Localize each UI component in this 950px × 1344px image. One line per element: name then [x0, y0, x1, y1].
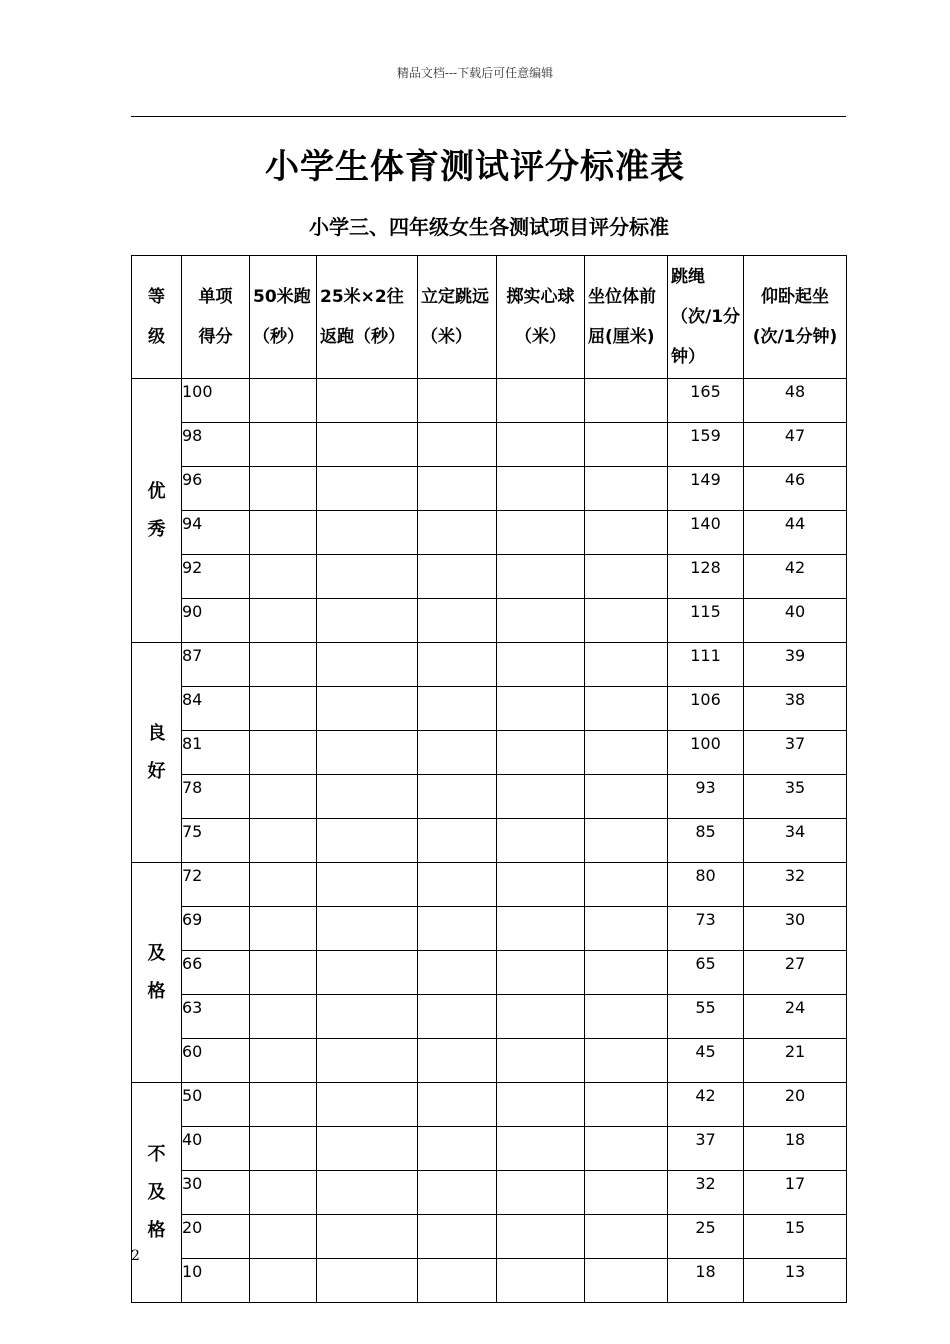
sit-reach-cell — [585, 1259, 668, 1303]
long-jump-cell — [418, 379, 497, 423]
ball-throw-cell — [497, 1127, 585, 1171]
table-row — [132, 511, 847, 555]
run50-cell — [250, 1215, 317, 1259]
rope-cell: 25 — [668, 1215, 744, 1259]
shuttle-cell — [317, 379, 418, 423]
run50-cell — [250, 687, 317, 731]
shuttle-cell — [317, 775, 418, 819]
col-header-score: 单项得分 — [182, 256, 250, 379]
long-jump-cell — [418, 1039, 497, 1083]
sit-reach-cell — [585, 1171, 668, 1215]
document-title: 小学生体育测试评分标准表 — [265, 147, 685, 187]
grade-label — [132, 1083, 182, 1303]
ball-throw-cell — [497, 555, 585, 599]
score-cell: 69 — [182, 907, 250, 951]
situp-cell: 38 — [744, 687, 847, 731]
table-row — [132, 423, 847, 467]
score-cell: 87 — [182, 643, 250, 687]
ball-throw-cell — [497, 599, 585, 643]
run50-cell — [250, 1039, 317, 1083]
run50-cell — [250, 555, 317, 599]
ball-throw-cell — [497, 687, 585, 731]
shuttle-cell — [317, 423, 418, 467]
table-row — [132, 995, 847, 1039]
sit-reach-cell — [585, 511, 668, 555]
score-cell: 60 — [182, 1039, 250, 1083]
rope-cell: 165 — [668, 379, 744, 423]
long-jump-cell — [418, 863, 497, 907]
ball-throw-cell — [497, 775, 585, 819]
long-jump-cell — [418, 423, 497, 467]
rope-cell: 115 — [668, 599, 744, 643]
situp-cell: 18 — [744, 1127, 847, 1171]
situp-cell: 47 — [744, 423, 847, 467]
ball-throw-cell — [497, 467, 585, 511]
run50-cell — [250, 423, 317, 467]
table-row — [132, 643, 847, 687]
ball-throw-cell — [497, 1039, 585, 1083]
shuttle-cell — [317, 907, 418, 951]
rope-cell: 55 — [668, 995, 744, 1039]
run50-cell — [250, 379, 317, 423]
shuttle-cell — [317, 863, 418, 907]
header-note: 精品文档---下载后可任意编辑 — [396, 66, 554, 80]
table-row — [132, 907, 847, 951]
sit-reach-cell — [585, 643, 668, 687]
shuttle-cell — [317, 599, 418, 643]
col-header-situp: 仰卧起坐(次/1分钟) — [744, 256, 847, 379]
table-row — [132, 599, 847, 643]
situp-cell: 42 — [744, 555, 847, 599]
table-row — [132, 379, 847, 423]
run50-cell — [250, 1259, 317, 1303]
shuttle-cell — [317, 1171, 418, 1215]
grade-label — [132, 379, 182, 643]
shuttle-cell — [317, 731, 418, 775]
score-cell: 30 — [182, 1171, 250, 1215]
table-row — [132, 819, 847, 863]
ball-throw-cell — [497, 1171, 585, 1215]
score-cell: 92 — [182, 555, 250, 599]
long-jump-cell — [418, 555, 497, 599]
situp-cell: 13 — [744, 1259, 847, 1303]
shuttle-cell — [317, 1259, 418, 1303]
long-jump-cell — [418, 819, 497, 863]
ball-throw-cell — [497, 907, 585, 951]
situp-cell: 48 — [744, 379, 847, 423]
rope-cell: 111 — [668, 643, 744, 687]
long-jump-cell — [418, 599, 497, 643]
grade-text: 优秀 — [147, 480, 166, 540]
document-subtitle: 小学三、四年级女生各测试项目评分标准 — [309, 215, 669, 239]
sit-reach-cell — [585, 775, 668, 819]
score-cell: 94 — [182, 511, 250, 555]
shuttle-cell — [317, 995, 418, 1039]
run50-cell — [250, 951, 317, 995]
sit-reach-cell — [585, 1083, 668, 1127]
shuttle-cell — [317, 555, 418, 599]
rope-cell: 140 — [668, 511, 744, 555]
score-cell: 20 — [182, 1215, 250, 1259]
ball-throw-cell — [497, 819, 585, 863]
run50-cell — [250, 1171, 317, 1215]
page-number: 2 — [131, 1248, 140, 1264]
run50-cell — [250, 819, 317, 863]
run50-cell — [250, 599, 317, 643]
score-cell: 72 — [182, 863, 250, 907]
sit-reach-cell — [585, 951, 668, 995]
sit-reach-cell — [585, 1215, 668, 1259]
table-row — [132, 1039, 847, 1083]
ball-throw-cell — [497, 423, 585, 467]
score-cell: 66 — [182, 951, 250, 995]
situp-cell: 17 — [744, 1171, 847, 1215]
long-jump-cell — [418, 467, 497, 511]
table-row — [132, 1083, 847, 1127]
situp-cell: 24 — [744, 995, 847, 1039]
rope-cell: 80 — [668, 863, 744, 907]
run50-cell — [250, 467, 317, 511]
ball-throw-cell — [497, 951, 585, 995]
sit-reach-cell — [585, 907, 668, 951]
score-cell: 50 — [182, 1083, 250, 1127]
ball-throw-cell — [497, 1083, 585, 1127]
shuttle-cell — [317, 511, 418, 555]
run50-cell — [250, 995, 317, 1039]
rope-cell: 85 — [668, 819, 744, 863]
situp-cell: 39 — [744, 643, 847, 687]
table-row — [132, 1259, 847, 1303]
grade-label — [132, 863, 182, 1083]
rope-cell: 32 — [668, 1171, 744, 1215]
header-rule — [131, 116, 846, 117]
sit-reach-cell — [585, 995, 668, 1039]
rope-cell: 93 — [668, 775, 744, 819]
run50-cell — [250, 511, 317, 555]
situp-cell: 21 — [744, 1039, 847, 1083]
sit-reach-cell — [585, 1127, 668, 1171]
col-header-long-jump: 立定跳远（米） — [418, 256, 497, 379]
table-row — [132, 1127, 847, 1171]
shuttle-cell — [317, 1127, 418, 1171]
sit-reach-cell — [585, 731, 668, 775]
situp-cell: 46 — [744, 467, 847, 511]
situp-cell: 34 — [744, 819, 847, 863]
long-jump-cell — [418, 907, 497, 951]
rope-cell: 65 — [668, 951, 744, 995]
sit-reach-cell — [585, 467, 668, 511]
grade-text: 不及格 — [147, 1143, 166, 1241]
long-jump-cell — [418, 1171, 497, 1215]
score-cell: 90 — [182, 599, 250, 643]
rope-cell: 42 — [668, 1083, 744, 1127]
grade-label — [132, 643, 182, 863]
table-row — [132, 1215, 847, 1259]
score-cell: 81 — [182, 731, 250, 775]
col-header-rope: 跳绳（次/1分钟） — [668, 256, 744, 379]
long-jump-cell — [418, 731, 497, 775]
situp-cell: 30 — [744, 907, 847, 951]
run50-cell — [250, 907, 317, 951]
shuttle-cell — [317, 951, 418, 995]
sit-reach-cell — [585, 1039, 668, 1083]
table-row — [132, 1171, 847, 1215]
col-header-run50: 50米跑（秒） — [250, 256, 317, 379]
ball-throw-cell — [497, 643, 585, 687]
shuttle-cell — [317, 687, 418, 731]
ball-throw-cell — [497, 1259, 585, 1303]
score-cell: 96 — [182, 467, 250, 511]
rope-cell: 128 — [668, 555, 744, 599]
rope-cell: 45 — [668, 1039, 744, 1083]
long-jump-cell — [418, 1215, 497, 1259]
ball-throw-cell — [497, 863, 585, 907]
score-cell: 98 — [182, 423, 250, 467]
table-row — [132, 863, 847, 907]
shuttle-cell — [317, 1215, 418, 1259]
run50-cell — [250, 1127, 317, 1171]
sit-reach-cell — [585, 599, 668, 643]
table-row — [132, 775, 847, 819]
run50-cell — [250, 643, 317, 687]
rope-cell: 73 — [668, 907, 744, 951]
table-row — [132, 687, 847, 731]
shuttle-cell — [317, 643, 418, 687]
run50-cell — [250, 863, 317, 907]
situp-cell: 37 — [744, 731, 847, 775]
grade-text: 良好 — [147, 722, 166, 782]
sit-reach-cell — [585, 379, 668, 423]
col-header-ball-throw: 掷实心球（米） — [497, 256, 585, 379]
table-row — [132, 467, 847, 511]
run50-cell — [250, 775, 317, 819]
situp-cell: 32 — [744, 863, 847, 907]
situp-cell: 15 — [744, 1215, 847, 1259]
table-row — [132, 555, 847, 599]
ball-throw-cell — [497, 995, 585, 1039]
situp-cell: 35 — [744, 775, 847, 819]
ball-throw-cell — [497, 511, 585, 555]
long-jump-cell — [418, 1083, 497, 1127]
score-cell: 40 — [182, 1127, 250, 1171]
sit-reach-cell — [585, 555, 668, 599]
rope-cell: 37 — [668, 1127, 744, 1171]
sit-reach-cell — [585, 863, 668, 907]
run50-cell — [250, 1083, 317, 1127]
score-cell: 84 — [182, 687, 250, 731]
long-jump-cell — [418, 775, 497, 819]
score-cell: 10 — [182, 1259, 250, 1303]
score-cell: 75 — [182, 819, 250, 863]
col-header-sit-reach: 坐位体前屈(厘米) — [585, 256, 668, 379]
table-row — [132, 951, 847, 995]
long-jump-cell — [418, 511, 497, 555]
ball-throw-cell — [497, 731, 585, 775]
score-cell: 100 — [182, 379, 250, 423]
situp-cell: 20 — [744, 1083, 847, 1127]
situp-cell: 40 — [744, 599, 847, 643]
long-jump-cell — [418, 951, 497, 995]
situp-cell: 44 — [744, 511, 847, 555]
run50-cell — [250, 731, 317, 775]
ball-throw-cell — [497, 1215, 585, 1259]
rope-cell: 106 — [668, 687, 744, 731]
situp-cell: 27 — [744, 951, 847, 995]
shuttle-cell — [317, 819, 418, 863]
score-cell: 63 — [182, 995, 250, 1039]
col-header-shuttle: 25米×2往返跑（秒） — [317, 256, 418, 379]
shuttle-cell — [317, 467, 418, 511]
rope-cell: 149 — [668, 467, 744, 511]
long-jump-cell — [418, 643, 497, 687]
rope-cell: 159 — [668, 423, 744, 467]
sit-reach-cell — [585, 687, 668, 731]
grade-text: 及格 — [147, 942, 166, 1002]
table-row — [132, 731, 847, 775]
long-jump-cell — [418, 1259, 497, 1303]
long-jump-cell — [418, 1127, 497, 1171]
col-header-grade: 等级 — [132, 256, 182, 379]
rope-cell: 18 — [668, 1259, 744, 1303]
ball-throw-cell — [497, 379, 585, 423]
sit-reach-cell — [585, 423, 668, 467]
shuttle-cell — [317, 1039, 418, 1083]
long-jump-cell — [418, 687, 497, 731]
score-table — [131, 255, 847, 1303]
rope-cell: 100 — [668, 731, 744, 775]
score-table-body — [132, 379, 847, 1303]
score-cell: 78 — [182, 775, 250, 819]
shuttle-cell — [317, 1083, 418, 1127]
header-row — [132, 256, 847, 379]
sit-reach-cell — [585, 819, 668, 863]
long-jump-cell — [418, 995, 497, 1039]
